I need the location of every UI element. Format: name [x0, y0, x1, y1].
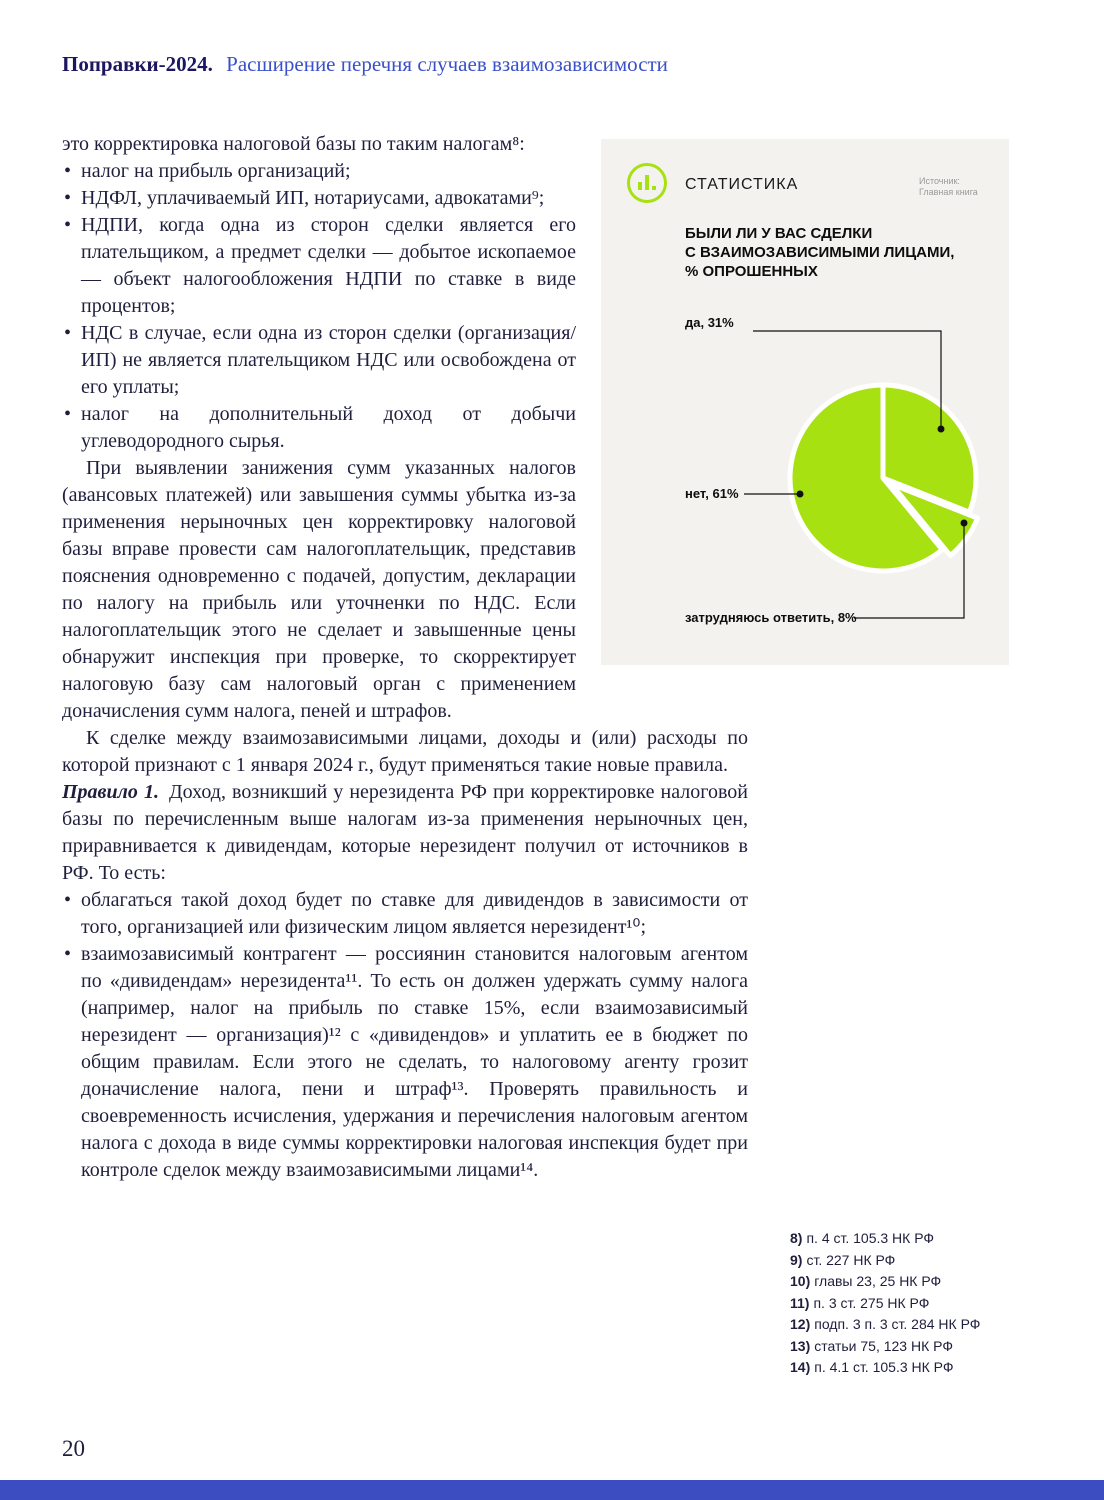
footnote: 13) статьи 75, 123 НК РФ [790, 1337, 953, 1354]
chart-source-line: Источник: [919, 176, 960, 186]
footnote: 12) подп. 3 п. 3 ст. 284 НК РФ [790, 1316, 981, 1332]
chart-source-line: Главная книга [919, 187, 978, 197]
footnote: 8) п. 4 ст. 105.3 НК РФ [790, 1230, 935, 1246]
pie-slices [790, 385, 978, 571]
footnote: 11) п. 3 ст. 275 НК РФ [790, 1294, 930, 1311]
rule-1-label: Правило 1. [62, 781, 159, 803]
rule-1-text: Доход, возникший у нерезидента РФ при корректировке налоговой базы по перечисленным выше налогам из-за применения нерыночных цен, приравнивается к дивидендам, которые нерезидент получил от источников в РФ. То есть: [62, 781, 748, 884]
bullet-item: • НДФЛ, уплачиваемый ИП, нотариусами, адвокатами⁹; [62, 185, 748, 212]
intro-paragraph: это корректировка налоговой базы по таким налогам⁸: [62, 133, 525, 155]
footnote: 9) ст. 227 НК РФ [790, 1251, 896, 1268]
pie-label-yes: да, 31% [685, 315, 734, 330]
rule-list [62, 887, 748, 1184]
body-paragraph: К сделке между взаимозависимыми лицами, доходы и (или) расходы по которой признают с 1 января 2024 г., будут применяться такие новые правила. [62, 727, 748, 776]
chart-title: БЫЛИ ЛИ У ВАС СДЕЛКИ С ВЗАИМОЗАВИСИМЫМИ ЛИЦАМИ, % ОПРОШЕННЫХ [685, 225, 955, 280]
bullet-item: • взаимозависимый контрагент — россиянин становится налоговым агентом по «дивидендам» нерезидента¹¹. То есть он должен удержать сумму налога (например, налог на прибыль по ставке 15%, если взаимозависимый нерезидент — организация)¹² с «дивидендов» и уплатить ее в бюджет по общим правилам. Если этого не сделать, то налоговому агенту грозит доначисление налога, пени и штраф¹³. Проверять правильность и своевременность исчисления, удержания и перечисления налоговым агентом налога с дохода в виде суммы корректировки налоговая инспекция будет при контроле сделок между взаимозависимыми лицами¹⁴. [62, 941, 748, 1184]
pie-label-dont-know: затрудняюсь ответить, 8% [685, 610, 857, 625]
bullet-item: • налог на прибыль организаций; [62, 158, 748, 185]
statistics-box [601, 139, 1009, 665]
footnote: 14) п. 4.1 ст. 105.3 НК РФ [790, 1359, 954, 1375]
pie-chart [601, 139, 1009, 665]
bullet-item: • НДПИ, когда одна из сторон сделки является его плательщиком, а предмет сделки — добытое ископаемое — объект налогообложения НДПИ по ставке в виде процентов; [62, 212, 748, 320]
pie-label-no: нет, 61% [685, 486, 739, 501]
header-subtitle: Расширение перечня случаев взаимозависимости [226, 52, 668, 76]
footer-bar [0, 1480, 1104, 1500]
page-header [62, 52, 668, 77]
footnote: 10) главы 23, 25 НК РФ [790, 1273, 942, 1289]
statistics-heading: СТАТИСТИКА [685, 176, 799, 193]
bullet-item: • НДС в случае, если одна из сторон сделки (организация/ИП) не является плательщиком НДС или освобождена от его уплаты; [62, 320, 748, 401]
footnotes [790, 1228, 1025, 1379]
bullet-item: • налог на дополнительный доход от добычи углеводородного сырья. [62, 401, 748, 455]
rule-1-paragraph [62, 779, 748, 887]
bullet-item: • облагаться такой доход будет по ставке для дивидендов в зависимости от того, организацией или физическим лицом является нерезидент¹⁰; [62, 887, 748, 941]
header-section-title: Поправки-2024. [62, 52, 213, 76]
page-number: 20 [62, 1436, 85, 1461]
body-paragraph: При выявлении занижения сумм указанных налогов (авансовых платежей) или завышения суммы убытка из-за применения нерыночных цен корректировку налоговой базы вправе провести сам налогоплательщик, представив пояснения одновременно с подачей, допустим, декларации по налогу на прибыль или уточненки по НДС. Если налогоплательщик этого не сделает и завышенные цены обнаружит инспекция при проверке, то скорректирует налоговую базу сам налоговый орган с применением доначисления сумм налога, пеней и штрафов. [62, 457, 576, 722]
